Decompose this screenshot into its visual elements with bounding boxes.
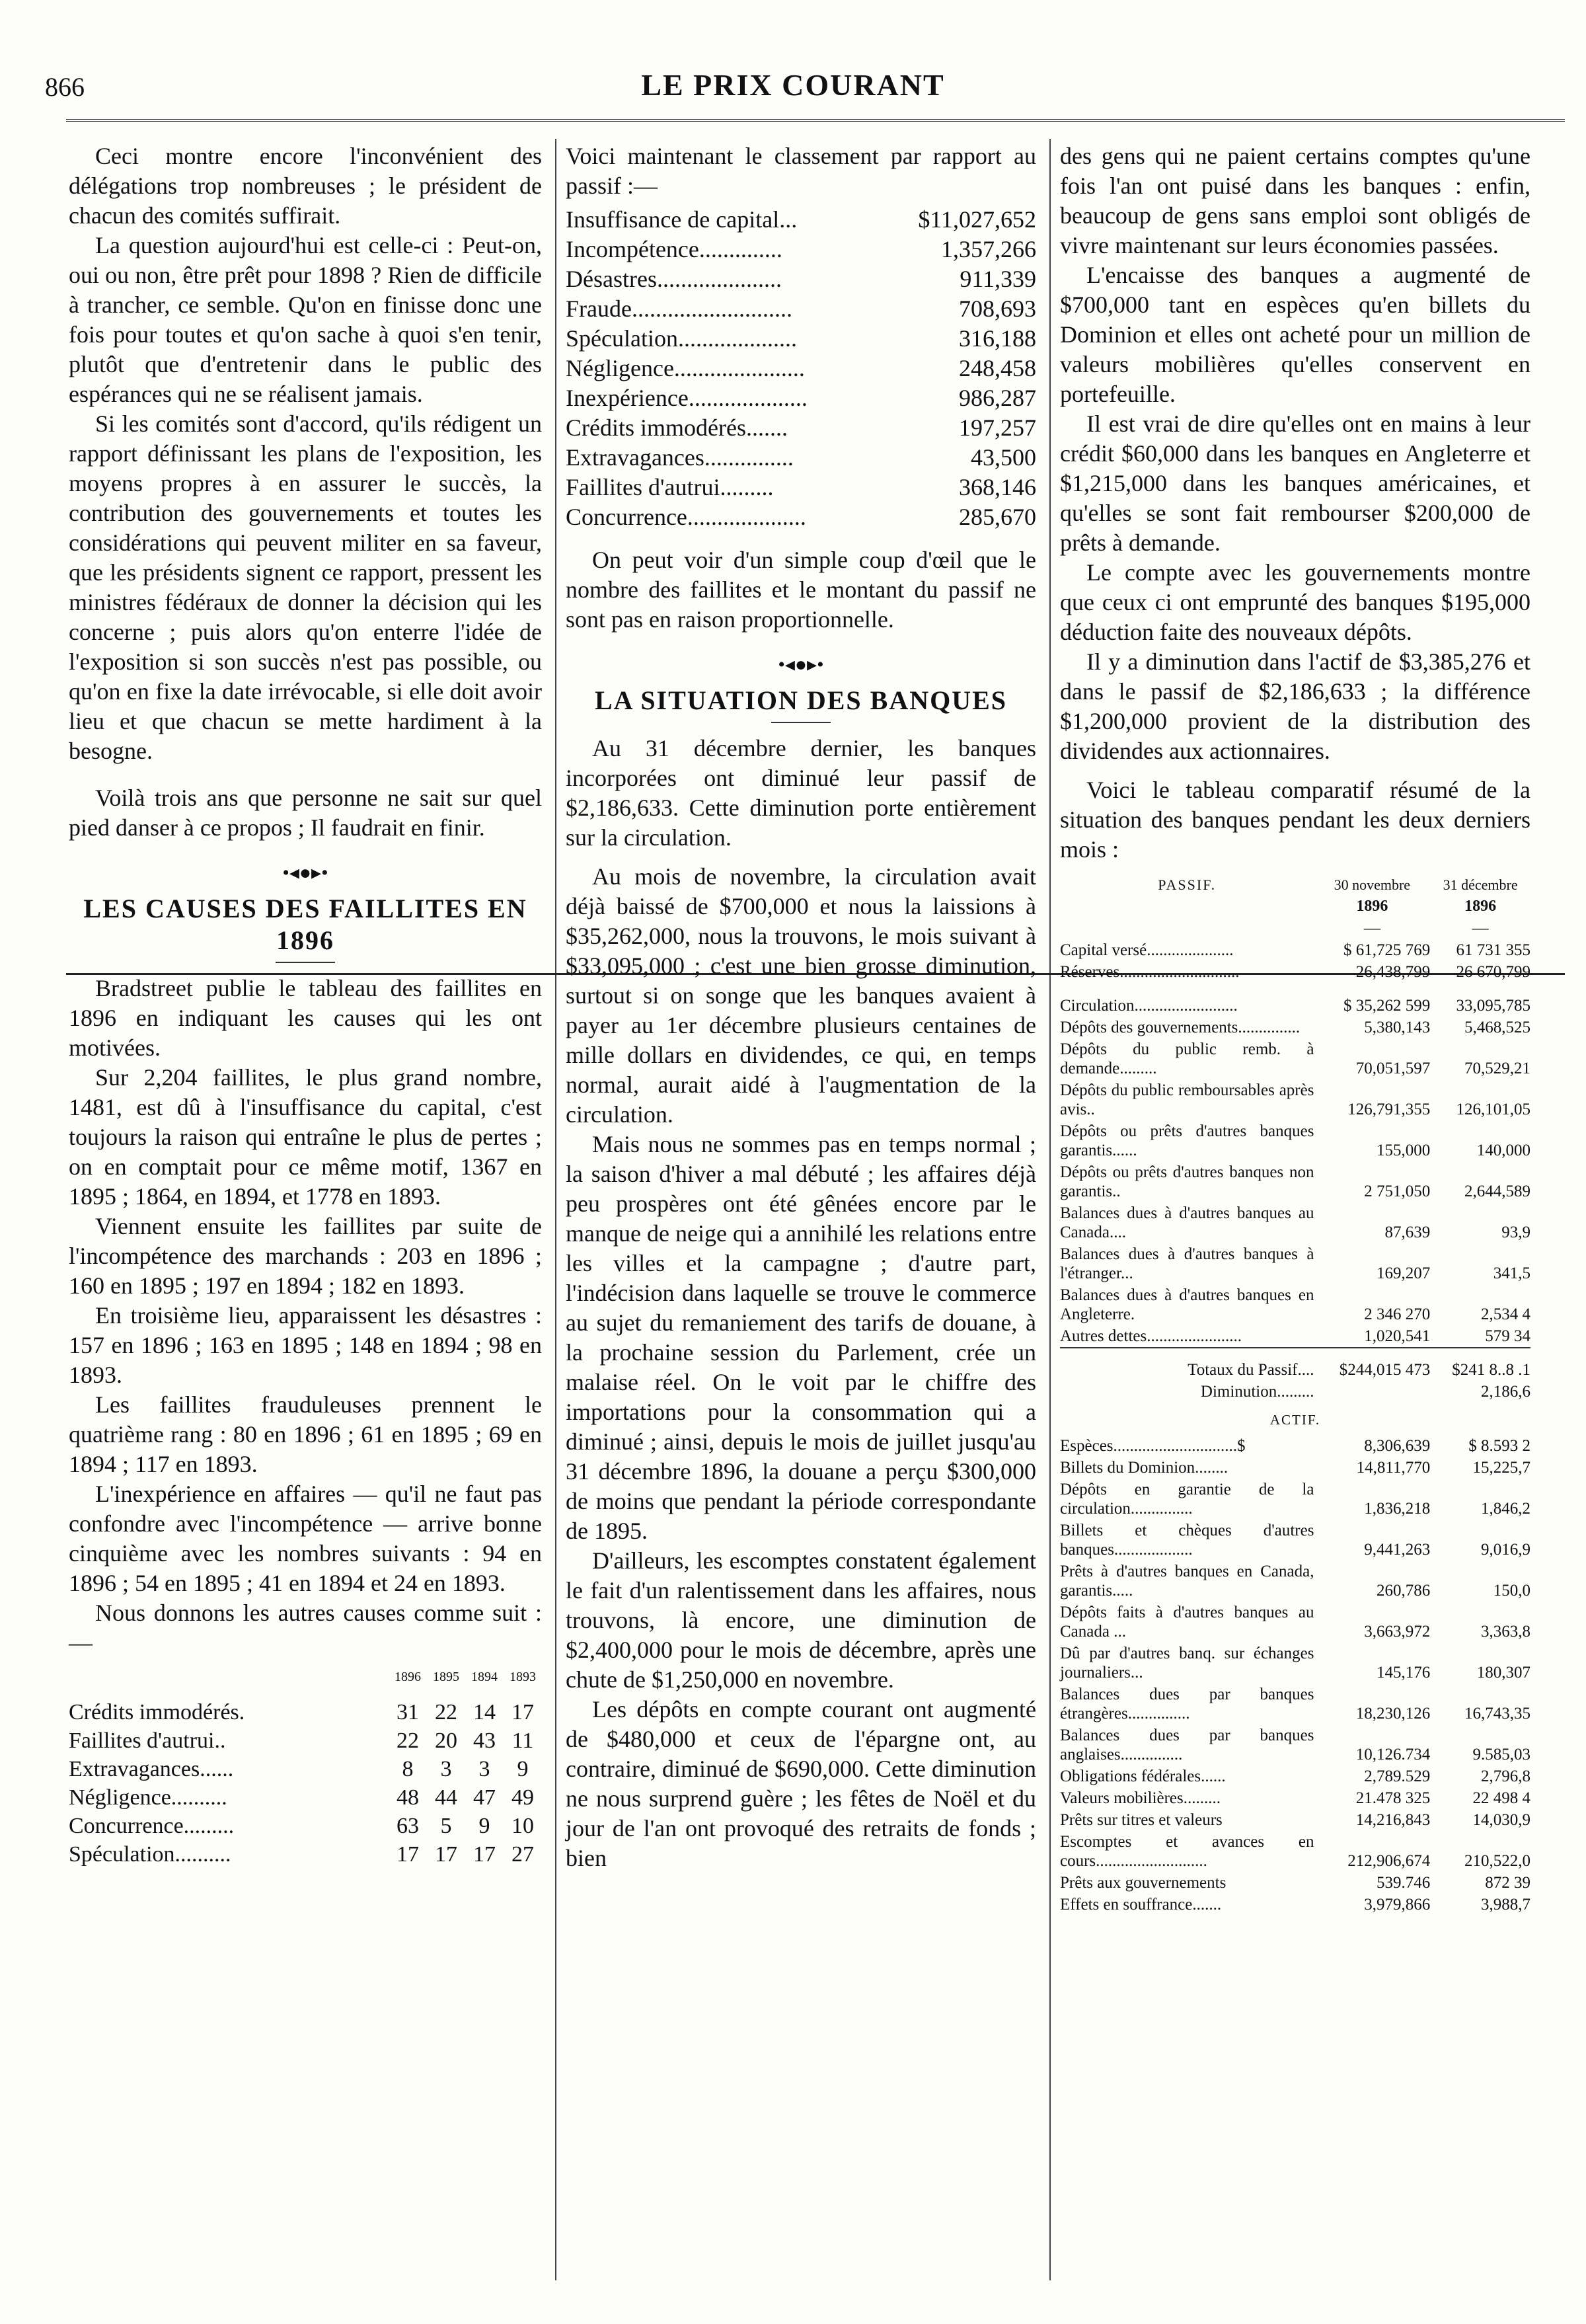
cause-label: Spéculation.......... xyxy=(69,1842,231,1867)
cell: 17 xyxy=(473,1842,496,1867)
table-row xyxy=(1060,1202,1530,1243)
year-header: 1893 xyxy=(510,1670,536,1684)
passif-label: Spéculation.................... xyxy=(566,325,797,352)
cell: 1,846,2 xyxy=(1481,1500,1530,1518)
cell: 14,030,9 xyxy=(1472,1811,1530,1829)
cell: 180,307 xyxy=(1476,1664,1530,1682)
cell: 3,988,7 xyxy=(1481,1896,1530,1914)
cell: 1,836,218 xyxy=(1364,1500,1431,1518)
causes-table xyxy=(69,1663,542,1869)
paragraph: Les faillites frauduleuses prennent le quatrième rang : 80 en 1896 ; 61 en 1895 ; 69 en 1894 ; 117 en 1893. xyxy=(69,1391,542,1477)
year-header: 1896 xyxy=(395,1670,421,1684)
cell: 260,786 xyxy=(1376,1582,1431,1600)
table-row xyxy=(1060,1038,1530,1079)
passif-value: 248,458 xyxy=(959,355,1036,381)
passif-label: Extravagances............... xyxy=(566,444,794,471)
cell: 8,306,639 xyxy=(1364,1437,1431,1455)
cell: 63 xyxy=(397,1814,419,1838)
cell: 10,126.734 xyxy=(1355,1746,1431,1763)
cell: $ 61,725 769 xyxy=(1343,941,1431,959)
passif-value: 197,257 xyxy=(959,414,1036,441)
column-2 xyxy=(566,141,1036,1873)
row-label: Dépôts ou prêts d'autres banques garantis...... xyxy=(1060,1122,1314,1159)
cell: 126,101,05 xyxy=(1456,1101,1530,1118)
passif-value: 285,670 xyxy=(959,504,1036,530)
passif-value: $11,027,652 xyxy=(918,206,1036,233)
cell: 14,811,770 xyxy=(1356,1459,1431,1477)
passif-value: 986,287 xyxy=(959,385,1036,411)
spacer-row xyxy=(1060,983,1530,995)
cell: 2 346 270 xyxy=(1364,1305,1431,1323)
row-label: Réserves............................. xyxy=(1060,963,1240,981)
row-label: Balances dues par banques étrangères............... xyxy=(1060,1685,1314,1723)
cell: 47 xyxy=(473,1785,496,1810)
cell: 9 xyxy=(478,1814,490,1838)
row-label: Prêts à d'autres banques en Canada, garantis..... xyxy=(1060,1563,1314,1600)
cell: 2,789.529 xyxy=(1364,1767,1431,1785)
cell: 212,906,674 xyxy=(1347,1852,1431,1870)
table-row xyxy=(69,1698,542,1726)
cell: 3,363,8 xyxy=(1481,1623,1530,1641)
table-row xyxy=(69,1840,542,1869)
paragraph: Mais nous ne sommes pas en temps normal ; la saison d'hiver a mal débuté ; les affaires déjà peu prospères ont été gênées encore par le manque de neige qui a annihilé les relations entre les villes et la campagne ; d'autre part, l'indécision dans laquelle se trouve le commerce au sujet du remaniement des tarifs de douane, à la prochaine session du Parlement, crée un malaise réel. On le voit par le chiffre des importations pour la consommation qui a diminué ; ainsi, depuis le mois de juillet jusqu'au 31 décembre 1896, la douane a perçu $300,000 de moins que pendant la période correspondante de 1895. xyxy=(566,1131,1036,1544)
paragraph: Si les comités sont d'accord, qu'ils rédigent un rapport définissant les plans de l'exposition, les moyens propres à en assurer le succès, la contribution des gouvernements et toutes les considérations qui peuvent militer en sa faveur, que les présidents signent ce rapport, pressent les ministres fédéraux de donner la décision qui les concerne ; puis alors qu'on enterre l'idée de l'exposition si son succès n'est pas possible, ou qu'on en fixe la date irrévocable, si elle doit avoir lieu et que chacun se mette hardiment à la besogne. xyxy=(69,410,542,764)
paragraph: D'ailleurs, les escomptes constatent également le fait d'un ralentissement dans les affaires, nous trouvons, là encore, une diminution de $2,400,000 pour le mois de décembre, après une chute de $1,250,000 en novembre. xyxy=(566,1547,1036,1693)
cell: 5 xyxy=(440,1814,452,1838)
table-row xyxy=(1060,1872,1530,1894)
paragraph: Il y a diminution dans l'actif de $3,385,276 et dans le passif de $2,186,633 ; la différence $1,200,000 provient de la distribution des dividendes aux actionnaires. xyxy=(1060,648,1530,764)
section-title-banques: LA SITUATION DES BANQUES xyxy=(594,685,1008,715)
cell: 31 xyxy=(397,1700,419,1724)
paragraph: Le compte avec les gouvernements montre que ceux ci ont emprunté des banques $195,000 déduction faite des nouveaux dépôts. xyxy=(1060,559,1530,645)
cell: 169,207 xyxy=(1376,1264,1431,1282)
year-row xyxy=(1060,896,1530,917)
paragraph: Nous donnons les autres causes comme suit :— xyxy=(69,1600,542,1656)
cell: 17 xyxy=(397,1842,419,1867)
table-row xyxy=(1060,1284,1530,1325)
totals-label: Totaux du Passif.... xyxy=(1188,1361,1314,1379)
table-row xyxy=(566,383,1036,413)
passif-label: Crédits immodérés....... xyxy=(566,414,788,441)
cell: 9,016,9 xyxy=(1481,1541,1530,1559)
row-label: Capital versé..................... xyxy=(1060,941,1234,959)
actif-heading: ACTIF. xyxy=(1269,1412,1321,1428)
cell: 21.478 325 xyxy=(1355,1789,1431,1807)
row-label: Escomptes et avances en cours........................... xyxy=(1060,1833,1314,1870)
passif-table xyxy=(566,205,1036,532)
bank-comparison-table xyxy=(1060,874,1530,1916)
cell: 9 xyxy=(517,1757,529,1781)
passif-value: 368,146 xyxy=(959,474,1036,500)
table-row xyxy=(1060,1894,1530,1916)
row-label: Balances dues à d'autres banques à l'étranger... xyxy=(1060,1245,1314,1282)
cell: 155,000 xyxy=(1376,1142,1431,1159)
header-rule xyxy=(66,119,1565,122)
table-row xyxy=(1060,1520,1530,1561)
cell: 93,9 xyxy=(1501,1223,1530,1241)
cell: 15,225,7 xyxy=(1472,1459,1530,1477)
cell: 11 xyxy=(511,1728,534,1753)
table-row xyxy=(69,1755,542,1783)
cell: 22 xyxy=(397,1728,419,1753)
cause-label: Négligence.......... xyxy=(69,1785,227,1810)
diminution-label: Diminution......... xyxy=(1200,1383,1314,1401)
paragraph: Les dépôts en compte courant ont augmenté de $480,000 et ceux de l'épargne ont, au contraire, diminué de $690,000. Cette diminution ne nous surprend guère ; les fêtes de Noël et du jour de l'an ont provoqué des retraits de fonds ; bien xyxy=(566,1696,1036,1871)
row-label: Dépôts en garantie de la circulation............... xyxy=(1060,1481,1314,1518)
dash-row: — — xyxy=(1363,919,1489,937)
passif-label: Insuffisance de capital... xyxy=(566,206,798,233)
row-label: Balances dues par banques anglaises............... xyxy=(1060,1726,1314,1763)
cell: 140,000 xyxy=(1476,1142,1530,1159)
cell: 3 xyxy=(478,1757,490,1781)
row-label: Dépôts du public remboursables après avis.. xyxy=(1060,1081,1314,1118)
cell: 2,186,6 xyxy=(1481,1383,1530,1401)
cell: 150,0 xyxy=(1493,1582,1530,1600)
table-row xyxy=(566,502,1036,532)
cause-label: Faillites d'autrui.. xyxy=(69,1728,226,1753)
cell: $244,015 473 xyxy=(1339,1361,1431,1379)
paragraph: La question aujourd'hui est celle-ci : Peut-on, oui ou non, être prêt pour 1898 ? Rien de difficile à trancher, ce semble. Qu'on en finisse donc une fois pour toutes et qu'on sache à quoi s'en tenir, plutôt que d'entretenir dans le public des espérances qui ne se réalisent jamais. xyxy=(69,232,542,407)
ornament: •◂●▸• xyxy=(778,654,824,676)
cell: 26,438,799 xyxy=(1355,963,1431,981)
cell: 3,979,866 xyxy=(1364,1896,1431,1914)
row-label: Prêts sur titres et valeurs xyxy=(1060,1811,1223,1829)
cell: 145,176 xyxy=(1376,1664,1431,1682)
cell: 9,441,263 xyxy=(1364,1541,1431,1559)
cell: 17 xyxy=(435,1842,457,1867)
cell: 2,796,8 xyxy=(1481,1767,1530,1785)
table-row xyxy=(566,235,1036,264)
table-row xyxy=(1060,1479,1530,1520)
cell: 14,216,843 xyxy=(1355,1811,1431,1829)
cell: 2 751,050 xyxy=(1364,1182,1431,1200)
cell: 210,522,0 xyxy=(1464,1852,1530,1870)
table-row xyxy=(1060,1724,1530,1765)
table-row xyxy=(69,1783,542,1812)
row-label: Autres dettes....................... xyxy=(1060,1327,1242,1345)
table-row xyxy=(566,473,1036,502)
row-label: Effets en souffrance....... xyxy=(1060,1896,1222,1914)
row-label: Circulation......................... xyxy=(1060,997,1238,1015)
table-row xyxy=(1060,1017,1530,1038)
table-row xyxy=(1060,1809,1530,1831)
table-row xyxy=(566,413,1036,443)
paragraph: Sur 2,204 faillites, le plus grand nombre, 1481, est dû à l'insuffisance du capital, c'est toujours la raison qui entraîne le plus de pertes ; on en comptait pour ce même motif, 1367 en 1895 ; 1864, en 1894, et 1778 en 1893. xyxy=(69,1064,542,1210)
row-label: Billets du Dominion........ xyxy=(1060,1459,1228,1477)
cell: 43 xyxy=(473,1728,496,1753)
cell: 341,5 xyxy=(1493,1264,1530,1282)
paragraph: En troisième lieu, apparaissent les désastres : 157 en 1896 ; 163 en 1895 ; 148 en 1894 ; 98 en 1893. xyxy=(69,1302,542,1388)
table-row xyxy=(566,324,1036,354)
passif-value: 43,500 xyxy=(971,444,1036,471)
table-row xyxy=(1060,1643,1530,1684)
cell: 33,095,785 xyxy=(1456,997,1530,1015)
cell: 1,020,541 xyxy=(1364,1327,1431,1345)
paragraph: Au mois de novembre, la circulation avait déjà baissé de $700,000 et nous la laissions à $35,262,000, nous la trouvons, le mois suivant à $33,095,000 ; c'est une bien grosse diminution, surtout si on songe que les banques avaient à payer au 1er décembre plusieurs centaines de mille dollars en dividendes, ce qui, en temps normal, aurait aidé à l'augmentation de la circulation. xyxy=(566,863,1036,1128)
section-title-faillites: LES CAUSES DES FAILLITES EN 1896 xyxy=(83,894,527,955)
page-header xyxy=(0,0,1586,132)
cell: 5,380,143 xyxy=(1364,1019,1431,1036)
table-row xyxy=(69,1726,542,1755)
cell: $ 8.593 2 xyxy=(1468,1437,1530,1455)
cell: 872 39 xyxy=(1485,1874,1530,1892)
row-label: Espèces..............................$ xyxy=(1060,1437,1246,1455)
paragraph: Bradstreet publie le tableau des faillites en 1896 en indiquant les causes qui les ont motivées. xyxy=(69,975,542,1061)
row-label: Balances dues à d'autres banques au Canada.... xyxy=(1060,1204,1314,1241)
passif-label: Concurrence.................... xyxy=(566,504,806,530)
row-label: Dépôts faits à d'autres banques au Canada ... xyxy=(1060,1604,1314,1641)
paragraph: On peut voir d'un simple coup d'œil que le nombre des faillites et le montant du passif ne sont pas en raison proportionnelle. xyxy=(566,547,1036,633)
table-row xyxy=(1060,1602,1530,1643)
year-header: 1894 xyxy=(471,1670,498,1684)
cell: 61 731 355 xyxy=(1456,941,1530,959)
table-row xyxy=(1060,1325,1530,1348)
year-header: 1895 xyxy=(433,1670,459,1684)
paragraph: Il est vrai de dire qu'elles ont en mains à leur crédit $60,000 dans les banques en Angleterre et $1,215,000 dans les banques américaines, et qu'elles se sont fait rembourser $200,000 de prêts à demande. xyxy=(1060,410,1530,556)
table-row xyxy=(566,294,1036,324)
table-header xyxy=(1060,874,1530,896)
row-label: Billets et chèques d'autres banques................... xyxy=(1060,1522,1314,1559)
cause-label: Extravagances...... xyxy=(69,1757,234,1781)
table-row xyxy=(1060,1457,1530,1479)
cell: 5,468,525 xyxy=(1464,1019,1530,1036)
row-label: Dépôts des gouvernements............... xyxy=(1060,1019,1301,1036)
row-label: Dépôts du public remb. à demande......... xyxy=(1060,1040,1314,1077)
cell: 70,529,21 xyxy=(1464,1060,1530,1077)
passif-value: 911,339 xyxy=(960,266,1036,292)
table-row xyxy=(1060,1765,1530,1787)
column-header: 30 novembre xyxy=(1334,876,1411,893)
table-row xyxy=(1060,961,1530,983)
passif-label: Négligence...................... xyxy=(566,355,805,381)
cell: $ 35,262 599 xyxy=(1343,997,1431,1015)
cell: 10 xyxy=(511,1814,534,1838)
passif-label: Incompétence.............. xyxy=(566,236,782,262)
cell: 20 xyxy=(435,1728,457,1753)
table-row xyxy=(1060,1161,1530,1202)
paragraph: des gens qui ne paient certains comptes qu'une fois l'an ont puisé dans les banques : enfin, beaucoup de gens sans emploi sont obligés de vivre maintenant sur leurs économies passées. xyxy=(1060,143,1530,258)
paragraph: L'inexpérience en affaires — qu'il ne faut pas confondre avec l'incompétence — arrive bonne cinquième avec les nombres suivants : 94 en 1896 ; 54 en 1895 ; 41 en 1894 et 24 en 1893. xyxy=(69,1481,542,1596)
actif-heading-row xyxy=(1060,1403,1530,1435)
cell: 26 670,799 xyxy=(1456,963,1530,981)
year-header: 1896 xyxy=(1356,898,1388,915)
cell: 18,230,126 xyxy=(1355,1705,1431,1723)
page-number: 866 xyxy=(45,72,85,102)
ornament: •◂●▸• xyxy=(282,862,328,884)
passif-value: 316,188 xyxy=(959,325,1036,352)
table-row xyxy=(1060,1684,1530,1724)
column-rule-left xyxy=(555,139,556,2280)
title-rule xyxy=(771,722,831,723)
cell: 2,534 4 xyxy=(1481,1305,1530,1323)
paragraph: L'encaisse des banques a augmenté de $700,000 tant en espèces qu'en billets du Dominion et elles ont acheté pour un million de valeurs mobilières qu'elles conservent en portefeuille. xyxy=(1060,262,1530,407)
cell: 3 xyxy=(440,1757,452,1781)
cell: 579 34 xyxy=(1485,1327,1530,1345)
cell: 17 xyxy=(511,1700,534,1724)
column-1 xyxy=(69,141,542,1869)
cell: 8 xyxy=(402,1757,414,1781)
totals-row xyxy=(1060,1351,1530,1381)
cell: 87,639 xyxy=(1384,1223,1431,1241)
table-row xyxy=(1060,1079,1530,1120)
table-row xyxy=(1060,1831,1530,1872)
passif-label: Faillites d'autrui......... xyxy=(566,474,774,500)
title-rule xyxy=(276,962,335,963)
table-row xyxy=(1060,1120,1530,1161)
year-header: 1896 xyxy=(1464,898,1497,915)
row-label: Valeurs mobilières......... xyxy=(1060,1789,1221,1807)
cause-label: Crédits immodérés. xyxy=(69,1700,245,1724)
table-row xyxy=(566,264,1036,294)
row-label: Balances dues à d'autres banques en Angleterre. xyxy=(1060,1286,1314,1323)
table-row xyxy=(1060,939,1530,961)
row-label: Dépôts ou prêts d'autres banques non garantis.. xyxy=(1060,1163,1314,1200)
table-row xyxy=(1060,1435,1530,1457)
passif-label: Inexpérience.................... xyxy=(566,385,808,411)
table-row xyxy=(1060,995,1530,1017)
paragraph: Viennent ensuite les faillites par suite de l'incompétence des marchands : 203 en 1896 ; 160 en 1895 ; 197 en 1894 ; 182 en 1893. xyxy=(69,1213,542,1299)
passif-value: 708,693 xyxy=(959,295,1036,322)
cell: 126,791,355 xyxy=(1347,1101,1431,1118)
row-label: Prêts aux gouvernements xyxy=(1060,1874,1227,1892)
column-header: 31 décembre xyxy=(1443,876,1518,893)
table-row xyxy=(1060,1243,1530,1284)
paragraph: Voici le tableau comparatif résumé de la situation des banques pendant les deux derniers mois : xyxy=(1060,777,1530,863)
table-row xyxy=(566,354,1036,383)
paragraph: Voilà trois ans que personne ne sait sur quel pied danser à ce propos ; Il faudrait en finir. xyxy=(69,785,542,841)
passif-heading: PASSIF. xyxy=(1158,876,1217,893)
column-3 xyxy=(1060,141,1530,1916)
table-row xyxy=(566,443,1036,473)
cell: 539.746 xyxy=(1376,1874,1431,1892)
paragraph: Ceci montre encore l'inconvénient des délégations trop nombreuses ; le président de chacun des comités suffirait. xyxy=(69,143,542,229)
table-row xyxy=(566,205,1036,235)
column-rule-right xyxy=(1049,139,1051,2280)
passif-label: Désastres..................... xyxy=(566,266,782,292)
cause-label: Concurrence......... xyxy=(69,1814,235,1838)
cell: 70,051,597 xyxy=(1355,1060,1431,1077)
cell: 44 xyxy=(435,1785,457,1810)
causes-table-header xyxy=(69,1663,542,1698)
cell: 22 498 4 xyxy=(1472,1789,1530,1807)
table-row xyxy=(69,1812,542,1840)
cell: 9.585,03 xyxy=(1472,1746,1530,1763)
cell: 14 xyxy=(473,1700,496,1724)
paragraph: Voici maintenant le classement par rapport au passif :— xyxy=(566,143,1036,199)
cell: 3,663,972 xyxy=(1364,1623,1431,1641)
cell: 22 xyxy=(435,1700,457,1724)
cell: 2,644,589 xyxy=(1464,1182,1530,1200)
passif-label: Fraude........................... xyxy=(566,295,792,322)
table-row xyxy=(1060,1787,1530,1809)
paragraph: Au 31 décembre dernier, les banques incorporées ont diminué leur passif de $2,186,633. Cette diminution porte entièrement sur la circulation. xyxy=(566,735,1036,851)
cell: $241 8..8 .1 xyxy=(1452,1361,1530,1379)
table-row xyxy=(1060,1561,1530,1602)
journal-title: LE PRIX COURANT xyxy=(641,68,945,102)
cell: 48 xyxy=(397,1785,419,1810)
cell: 49 xyxy=(511,1785,534,1810)
row-label: Obligations fédérales...... xyxy=(1060,1767,1226,1785)
diminution-row xyxy=(1060,1381,1530,1403)
cell: 16,743,35 xyxy=(1464,1705,1530,1723)
passif-value: 1,357,266 xyxy=(941,236,1036,262)
cell: 27 xyxy=(511,1842,534,1867)
row-label: Dû par d'autres banq. sur échanges journaliers... xyxy=(1060,1645,1314,1682)
